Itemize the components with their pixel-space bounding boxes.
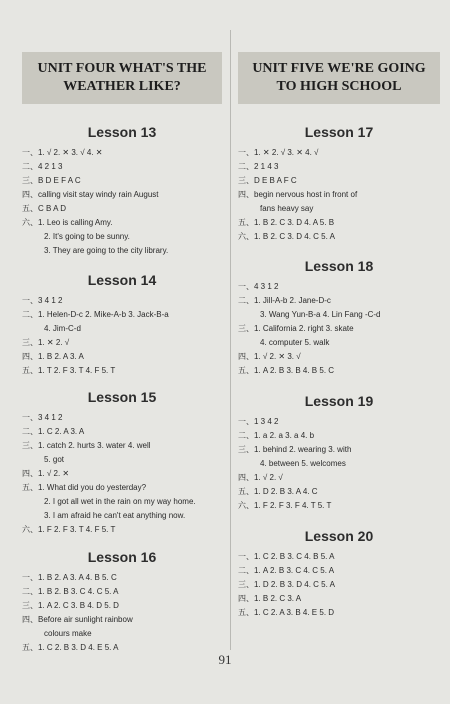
- answer-line: 二、1. Helen-D-c 2. Mike-A-b 3. Jack-B-a: [22, 310, 169, 319]
- lesson-answers: [22, 571, 222, 655]
- answer-line: 四、Before air sunlight rainbow: [22, 615, 133, 624]
- answer-line: 五、1. C 2. A 3. B 4. E 5. D: [238, 608, 335, 617]
- answer-line: 三、1. D 2. B 3. D 4. C 5. A: [238, 580, 335, 589]
- lesson-answers: [238, 415, 440, 513]
- lesson-title: Lesson 17: [304, 124, 374, 140]
- answer-line: 四、1. B 2. A 3. A: [22, 352, 84, 361]
- answer-line: 二、1. A 2. B 3. C 4. C 5. A: [238, 566, 335, 575]
- answer-line: fans heavy say: [260, 204, 314, 213]
- answer-line: 五、C B A D: [22, 204, 67, 213]
- answer-line: 三、1. California 2. right 3. skate: [238, 324, 354, 333]
- answer-line: 六、1. B 2. C 3. D 4. C 5. A: [238, 232, 335, 241]
- lesson-answers: [238, 146, 440, 244]
- lesson-answers: [22, 411, 222, 537]
- answer-line: colours make: [44, 629, 92, 638]
- unit-five-title-line1: UNIT FIVE WE'RE GOING: [252, 61, 426, 76]
- lesson-title: Lesson 19: [304, 393, 374, 409]
- answer-line: 六、1. F 2. F 3. F 4. T 5. T: [238, 501, 332, 510]
- answer-line: 一、1 3 4 2: [238, 417, 279, 426]
- lesson-title: Lesson 15: [87, 389, 157, 405]
- answer-line: 六、1. Leo is calling Amy.: [22, 218, 113, 227]
- answer-line: 四、1. √ 2. ✕: [22, 469, 70, 478]
- answer-line: 四、1. √ 2. √: [238, 473, 283, 482]
- answer-line: 三、1. ✕ 2. √: [22, 338, 70, 347]
- answer-line: 3. They are going to the city library.: [44, 246, 169, 255]
- right-column: [238, 0, 440, 617]
- answer-line: 一、1. C 2. B 3. C 4. B 5. A: [238, 552, 335, 561]
- lesson-answers: [238, 550, 440, 620]
- lesson-title: Lesson 18: [304, 258, 374, 274]
- answer-line: 三、1. catch 2. hurts 3. water 4. well: [22, 441, 151, 450]
- answer-line: 2. It's going to be sunny.: [44, 232, 130, 241]
- answer-line: 一、1. √ 2. ✕ 3. √ 4. ✕: [22, 148, 103, 157]
- unit-four-header: [22, 52, 222, 104]
- answer-line: 五、1. D 2. B 3. A 4. C: [238, 487, 318, 496]
- answer-line: 二、1. B 2. B 3. C 4. C 5. A: [22, 587, 119, 596]
- answer-line: 四、1. B 2. C 3. A: [238, 594, 302, 603]
- lesson-title: Lesson 20: [304, 528, 374, 544]
- answer-line: 五、1. A 2. B 3. B 4. B 5. C: [238, 366, 335, 375]
- lesson-title: Lesson 16: [87, 549, 157, 565]
- answer-line: 五、1. T 2. F 3. T 4. F 5. T: [22, 366, 116, 375]
- lesson-answers: [238, 280, 440, 378]
- answer-line: 二、2 1 4 3: [238, 162, 279, 171]
- lesson-title: Lesson 13: [87, 124, 157, 140]
- lesson-title: Lesson 14: [87, 272, 157, 288]
- lesson-answers: [22, 294, 222, 378]
- answer-line: 3. Wang Yun-B-a 4. Lin Fang -C-d: [260, 310, 381, 319]
- unit-four-title-line1: UNIT FOUR WHAT'S THE: [37, 61, 207, 76]
- answer-line: 二、1. C 2. A 3. A: [22, 427, 85, 436]
- answer-line: 一、1. ✕ 2. √ 3. ✕ 4. √: [238, 148, 319, 157]
- answer-line: 二、1. Jill-A-b 2. Jane-D-c: [238, 296, 331, 305]
- answer-line: 四、calling visit stay windy rain August: [22, 190, 159, 199]
- answer-line: 三、B D E F A C: [22, 176, 81, 185]
- answer-line: 五、1. C 2. B 3. D 4. E 5. A: [22, 643, 119, 652]
- unit-five-header: [238, 52, 440, 104]
- answer-line: 六、1. F 2. F 3. T 4. F 5. T: [22, 525, 116, 534]
- answer-line: 三、1. A 2. C 3. B 4. D 5. D: [22, 601, 119, 610]
- answer-line: 5. got: [44, 455, 65, 464]
- unit-four-title-line2: WEATHER LIKE?: [63, 79, 181, 94]
- answer-line: 4. computer 5. walk: [260, 338, 330, 347]
- unit-five-title-line2: TO HIGH SCHOOL: [276, 79, 402, 94]
- left-column: [22, 0, 222, 652]
- answer-line: 二、4 2 1 3: [22, 162, 63, 171]
- answer-line: 4. Jim-C-d: [44, 324, 81, 333]
- answer-line: 4. between 5. welcomes: [260, 459, 346, 468]
- answer-line: 四、1. √ 2. ✕ 3. √: [238, 352, 301, 361]
- answer-line: 2. I got all wet in the rain on my way home.: [44, 497, 196, 506]
- lesson-answers: [22, 146, 222, 258]
- answer-line: 二、1. a 2. a 3. a 4. b: [238, 431, 315, 440]
- answer-line: 一、3 4 1 2: [22, 296, 63, 305]
- column-divider: [230, 30, 231, 650]
- answer-line: 一、4 3 1 2: [238, 282, 279, 291]
- answer-line: 3. I am afraid he can't eat anything now.: [44, 511, 186, 520]
- answer-line: 四、begin nervous host in front of: [238, 190, 358, 199]
- answer-line: 三、1. behind 2. wearing 3. with: [238, 445, 352, 454]
- answer-line: 一、3 4 1 2: [22, 413, 63, 422]
- answer-line: 三、D E B A F C: [238, 176, 297, 185]
- answer-line: 一、1. B 2. A 3. A 4. B 5. C: [22, 573, 117, 582]
- answer-line: 五、1. B 2. C 3. D 4. A 5. B: [238, 218, 335, 227]
- answer-line: 五、1. What did you do yesterday?: [22, 483, 147, 492]
- page-number: 91: [218, 652, 232, 667]
